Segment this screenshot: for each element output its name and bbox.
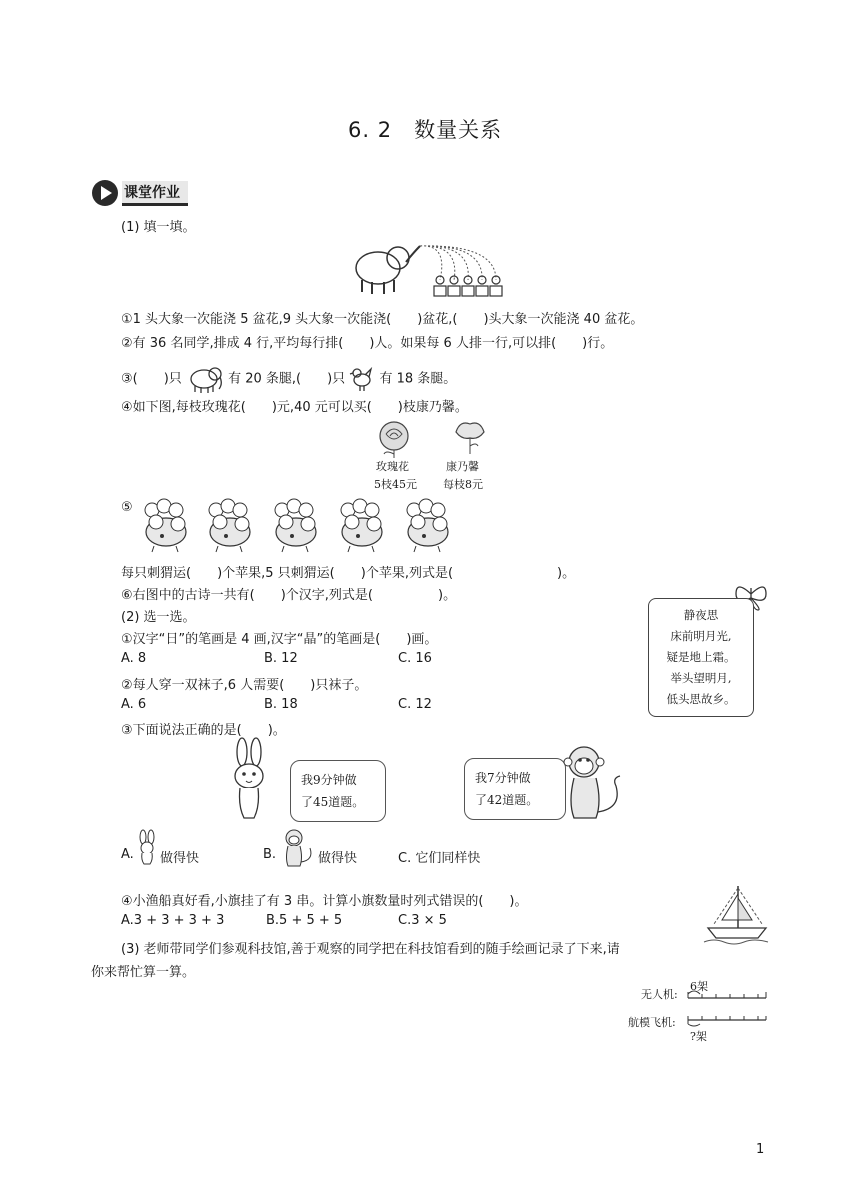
part1-q3-c: 有 18 条腿。 <box>379 371 457 387</box>
part1-q4: ④如下图,每枝玫瑰花( )元,40 元可以买( )枝康乃馨。 <box>121 400 468 415</box>
monkey-speech-bubble <box>464 758 566 820</box>
poem-line: 疑是地上霜。 <box>666 650 736 664</box>
rabbit-small-icon <box>136 830 158 864</box>
part2-q4: ④小渔船真好看,小旗挂了有 3 串。计算小旗数量时列式错误的( )。 <box>121 894 528 909</box>
poem-line: 床前明月光, <box>670 629 732 643</box>
part2-q1-option-a: A. 8 <box>121 651 147 666</box>
part1-q5: 每只刺猬运( )个苹果,5 只刺猬运( )个苹果,列式是( )。 <box>121 566 576 581</box>
carnation-name: 康乃馨 <box>446 460 479 473</box>
part1-q3-b: 有 20 条腿,( )只 <box>228 371 346 387</box>
part3-line2: 你来帮忙算一算。 <box>91 965 196 980</box>
part2-q1-option-b: B. 12 <box>264 651 298 666</box>
part1-q3 <box>121 364 456 394</box>
bubble-line: 了45道题。 <box>301 795 365 809</box>
poem-title: 静夜思 <box>683 608 719 622</box>
part2-q3-option-a-prefix: A. <box>121 847 134 862</box>
part2-q1-option-c: C. 16 <box>398 651 432 666</box>
part2-heading: (2) 选一选。 <box>121 610 196 625</box>
rose-price: 5枝45元 <box>374 478 417 491</box>
part2-q2-option-b: B. 18 <box>264 697 298 712</box>
page-number: 1 <box>756 1142 765 1157</box>
hedgehogs-with-apples <box>138 496 458 556</box>
part2-q2: ②每人穿一双袜子,6 人需要( )只袜子。 <box>121 678 368 693</box>
play-icon <box>92 180 118 206</box>
part1-heading: (1) 填一填。 <box>121 220 196 235</box>
part2-q4-option-b: B.5 + 5 + 5 <box>266 913 343 928</box>
elephant-icon <box>186 364 224 394</box>
bubble-line: 了42道题。 <box>475 793 539 807</box>
plane-count: ?架 <box>690 1030 707 1043</box>
part2-q3-option-b-prefix: B. <box>263 847 277 862</box>
part1-q5-number: ⑤ <box>121 500 133 515</box>
drone-count: 6架 <box>690 980 708 993</box>
monkey-illustration <box>560 742 626 822</box>
poem-line: 低头思故乡。 <box>666 692 736 706</box>
rabbit-speech-bubble <box>290 760 386 822</box>
bird-icon <box>349 366 375 392</box>
monkey-small-icon <box>280 828 316 868</box>
carnation-price: 每枝8元 <box>443 478 483 491</box>
part3-line1: (3) 老师带同学们参观科技馆,善于观察的同学把在科技馆看到的随手绘画记录了下来,请 <box>121 942 620 957</box>
part2-q3: ③下面说法正确的是( )。 <box>121 723 286 738</box>
carnation-icon <box>450 418 490 456</box>
section-badge <box>92 180 188 206</box>
part2-q3-option-a-suffix: 做得快 <box>160 851 200 866</box>
elephant-watering-illustration <box>348 236 516 302</box>
part2-q3-option-c: C. 它们同样快 <box>398 851 481 866</box>
page-title <box>348 114 502 144</box>
part2-q4-option-c: C.3 × 5 <box>398 913 447 928</box>
sailboat-with-flags-illustration <box>704 884 770 946</box>
plane-label: 航模飞机: <box>628 1016 676 1029</box>
section-badge-label: 课堂作业 <box>122 181 188 206</box>
part1-q2: ②有 36 名同学,排成 4 行,平均每行排( )人。如果每 6 人排一行,可以排( )行。 <box>121 336 614 351</box>
part1-q1: ①1 头大象一次能浇 5 盆花,9 头大象一次能浇( )盆花,( )头大象一次能浇 40 盆花。 <box>121 312 644 327</box>
part2-q2-option-a: A. 6 <box>121 697 147 712</box>
part2-q4-option-a: A.3 + 3 + 3 + 3 <box>121 913 225 928</box>
part1-q3-a: ③( )只 <box>121 371 182 387</box>
bubble-line: 我9分钟做 <box>301 773 357 787</box>
part1-q6: ⑥右图中的古诗一共有( )个汉字,列式是( )。 <box>121 588 457 603</box>
part2-q2-option-c: C. 12 <box>398 697 432 712</box>
poem-line: 举头望明月, <box>670 671 732 685</box>
poem-box <box>648 598 754 717</box>
title-text: 数量关系 <box>414 118 503 142</box>
part2-q3-option-b-suffix: 做得快 <box>318 851 358 866</box>
drone-bar <box>686 990 768 1002</box>
bubble-line: 我7分钟做 <box>475 771 531 785</box>
plane-bar <box>686 1012 768 1028</box>
rose-name: 玫瑰花 <box>376 460 409 473</box>
rose-icon <box>372 418 416 458</box>
rabbit-illustration <box>228 738 272 822</box>
title-number: 6. 2 <box>348 118 393 142</box>
part2-q1: ①汉字“日”的笔画是 4 画,汉字“晶”的笔画是( )画。 <box>121 632 438 647</box>
drone-label: 无人机: <box>641 988 678 1001</box>
